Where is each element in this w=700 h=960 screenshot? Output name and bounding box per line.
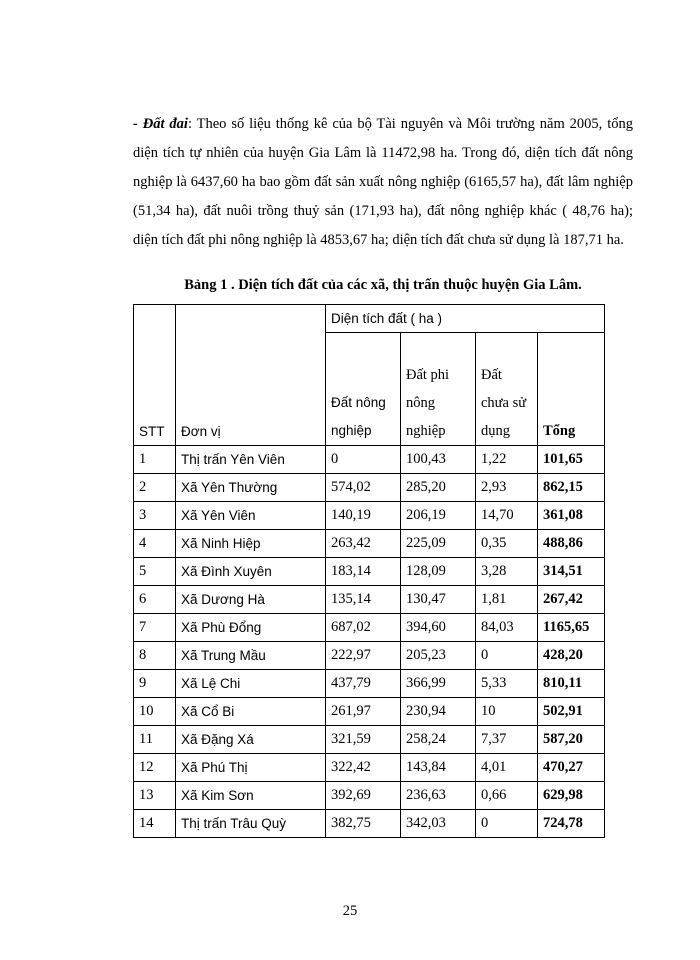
cell-total: 267,42: [538, 586, 605, 614]
cell-unit: Xã Ninh Hiệp: [176, 530, 326, 558]
cell-agri: 687,02: [326, 614, 401, 642]
cell-total: 428,20: [538, 642, 605, 670]
cell-agri: 135,14: [326, 586, 401, 614]
cell-total: 314,51: [538, 558, 605, 586]
cell-unused: 1,81: [476, 586, 538, 614]
cell-unit: Thị trấn Yên Viên: [176, 446, 326, 474]
cell-agri: 392,69: [326, 782, 401, 810]
cell-unused: 84,03: [476, 614, 538, 642]
cell-unit: Xã Phú Thị: [176, 754, 326, 782]
cell-total: 1165,65: [538, 614, 605, 642]
cell-agri: 322,42: [326, 754, 401, 782]
table-row: [134, 642, 605, 670]
cell-unused: 10: [476, 698, 538, 726]
cell-nonagri: 285,20: [401, 474, 476, 502]
cell-stt: 14: [134, 810, 176, 838]
cell-total: 470,27: [538, 754, 605, 782]
cell-stt: 10: [134, 698, 176, 726]
table-row: [134, 502, 605, 530]
page-number: 25: [342, 903, 358, 919]
table-row: [134, 810, 605, 838]
cell-nonagri: 366,99: [401, 670, 476, 698]
cell-stt: 12: [134, 754, 176, 782]
land-area-table: [133, 304, 605, 838]
cell-unused: 1,22: [476, 446, 538, 474]
header-stt: STT: [134, 305, 176, 446]
table-row: [134, 474, 605, 502]
cell-nonagri: 236,63: [401, 782, 476, 810]
cell-total: 488,86: [538, 530, 605, 558]
cell-nonagri: 258,24: [401, 726, 476, 754]
table-row: [134, 726, 605, 754]
cell-unit: Xã Trung Mầu: [176, 642, 326, 670]
cell-agri: 0: [326, 446, 401, 474]
table-row: [134, 558, 605, 586]
header-nonagri: Đất phi nông nghiệp: [401, 333, 476, 446]
cell-total: 724,78: [538, 810, 605, 838]
cell-agri: 140,19: [326, 502, 401, 530]
cell-unused: 0,66: [476, 782, 538, 810]
cell-unused: 14,70: [476, 502, 538, 530]
header-unused: Đất chưa sử dụng: [476, 333, 538, 446]
header-unit: Đơn vị: [176, 305, 326, 446]
cell-agri: 437,79: [326, 670, 401, 698]
cell-stt: 9: [134, 670, 176, 698]
table-row: [134, 782, 605, 810]
cell-agri: 321,59: [326, 726, 401, 754]
cell-unit: Xã Kim Sơn: [176, 782, 326, 810]
cell-stt: 2: [134, 474, 176, 502]
table-row: [134, 446, 605, 474]
cell-unit: Xã Lệ Chi: [176, 670, 326, 698]
cell-unit: Xã Dương Hà: [176, 586, 326, 614]
cell-unit: Xã Yên Viên: [176, 502, 326, 530]
cell-agri: 382,75: [326, 810, 401, 838]
intro-paragraph: [133, 110, 633, 255]
cell-unused: 0,35: [476, 530, 538, 558]
paragraph-lead: - Đất đai: [133, 116, 188, 132]
cell-stt: 13: [134, 782, 176, 810]
cell-unused: 2,93: [476, 474, 538, 502]
cell-agri: 263,42: [326, 530, 401, 558]
cell-agri: 574,02: [326, 474, 401, 502]
cell-nonagri: 394,60: [401, 614, 476, 642]
cell-total: 810,11: [538, 670, 605, 698]
cell-nonagri: 342,03: [401, 810, 476, 838]
header-group: Diện tích đất ( ha ): [326, 305, 605, 333]
cell-total: 629,98: [538, 782, 605, 810]
cell-agri: 183,14: [326, 558, 401, 586]
paragraph-body: : Theo số liệu thống kê của bộ Tài nguyên và Môi trường năm 2005, tổng diện tích tự nhiên của huyện Gia Lâm là 11472,98 ha. Trong đó, diện tích đất nông nghiệp là 6437,60 ha bao gồm đất sản xuất nông nghiệp (6165,57 ha), đất lâm nghiệp (51,34 ha), đất nuôi trồng thuỷ sản (171,93 ha), đất nông nghiệp khác ( 48,76 ha); diện tích đất phi nông nghiệp là 4853,67 ha; diện tích đất chưa sử dụng là 187,71 ha.: [133, 116, 633, 248]
cell-nonagri: 143,84: [401, 754, 476, 782]
cell-unit: Thị trấn Trâu Quỳ: [176, 810, 326, 838]
cell-nonagri: 225,09: [401, 530, 476, 558]
header-total: Tổng: [538, 333, 605, 446]
cell-nonagri: 128,09: [401, 558, 476, 586]
cell-nonagri: 230,94: [401, 698, 476, 726]
cell-stt: 7: [134, 614, 176, 642]
cell-agri: 222,97: [326, 642, 401, 670]
cell-stt: 3: [134, 502, 176, 530]
cell-nonagri: 100,43: [401, 446, 476, 474]
table-row: [134, 586, 605, 614]
header-agri: Đất nông nghiệp: [326, 333, 401, 446]
table-caption: Bảng 1 . Diện tích đất của các xã, thị trấn thuộc huyện Gia Lâm.: [184, 277, 582, 293]
cell-stt: 11: [134, 726, 176, 754]
cell-unused: 3,28: [476, 558, 538, 586]
cell-stt: 1: [134, 446, 176, 474]
table-row: [134, 530, 605, 558]
cell-nonagri: 205,23: [401, 642, 476, 670]
table-row: [134, 698, 605, 726]
cell-stt: 4: [134, 530, 176, 558]
cell-stt: 6: [134, 586, 176, 614]
cell-unused: 5,33: [476, 670, 538, 698]
cell-unused: 0: [476, 810, 538, 838]
cell-total: 862,15: [538, 474, 605, 502]
cell-total: 587,20: [538, 726, 605, 754]
cell-nonagri: 130,47: [401, 586, 476, 614]
cell-unit: Xã Cổ Bi: [176, 698, 326, 726]
header-row-1: [134, 305, 605, 333]
cell-total: 502,91: [538, 698, 605, 726]
cell-nonagri: 206,19: [401, 502, 476, 530]
cell-unit: Xã Đình Xuyên: [176, 558, 326, 586]
table-row: [134, 614, 605, 642]
cell-unit: Xã Yên Thường: [176, 474, 326, 502]
cell-stt: 5: [134, 558, 176, 586]
cell-unit: Xã Đặng Xá: [176, 726, 326, 754]
cell-stt: 8: [134, 642, 176, 670]
cell-agri: 261,97: [326, 698, 401, 726]
cell-unit: Xã Phù Đổng: [176, 614, 326, 642]
table-row: [134, 670, 605, 698]
cell-unused: 4,01: [476, 754, 538, 782]
cell-total: 101,65: [538, 446, 605, 474]
cell-unused: 7,37: [476, 726, 538, 754]
cell-total: 361,08: [538, 502, 605, 530]
table-row: [134, 754, 605, 782]
cell-unused: 0: [476, 642, 538, 670]
